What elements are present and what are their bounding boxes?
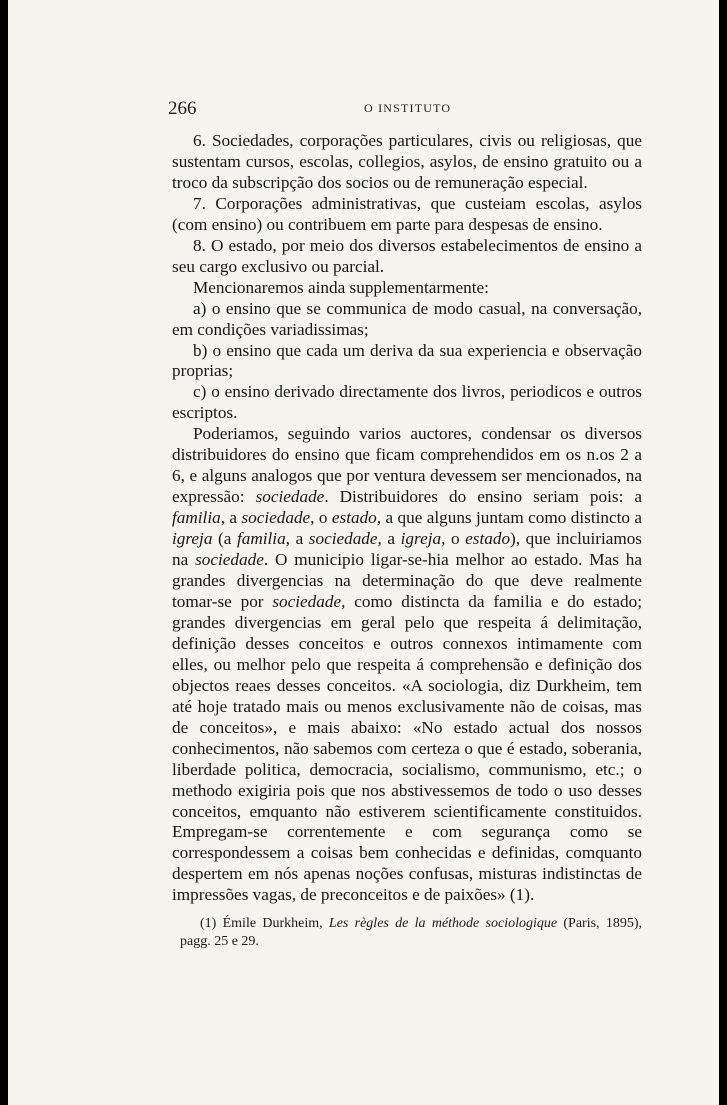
paragraph-supplement-intro: Mencionaremos ainda supplementarmente: bbox=[193, 277, 489, 297]
italic-term: sociedade, bbox=[241, 508, 315, 528]
italic-term: sociedade, bbox=[272, 591, 346, 611]
page-number: 266 bbox=[168, 98, 197, 119]
paragraph-item-7: 7. Corporações administrativas, que custeiam escolas, asylos (com ensino) ou contribuem em parte para despesas de ensino. bbox=[172, 193, 642, 234]
italic-term: igreja, bbox=[400, 529, 446, 549]
running-head: O INSTITUTO bbox=[364, 101, 452, 115]
text-segment: o bbox=[314, 508, 332, 528]
text-segment: ), que incluiriamos na bbox=[172, 529, 642, 570]
italic-term: igreja bbox=[172, 529, 213, 549]
paragraph-item-c: c) o ensino derivado directamente dos livros, periodicos e outros escriptos. bbox=[172, 382, 642, 423]
footnote-book-title: Les règles de la méthode sociologique bbox=[328, 916, 558, 931]
paragraph-item-6: 6. Sociedades, corporações particulares, civis ou religiosas, que sustentam cursos, escolas, collegios, asylos, de ensino gratuito ou a troco da subscripção dos socios ou de remuneração especial. bbox=[172, 131, 642, 192]
paragraph-item-a: a) o ensino que se communica de modo casual, na conversação, em condições variadissimas; bbox=[172, 298, 642, 339]
page-header bbox=[166, 98, 642, 118]
text-segment: a bbox=[225, 508, 242, 528]
paragraph-main bbox=[172, 424, 642, 906]
text-segment: (a bbox=[212, 529, 237, 549]
text-segment: o bbox=[445, 529, 466, 549]
text-segment: a que alguns juntam como distincto a bbox=[381, 508, 642, 528]
italic-term: familia, bbox=[236, 529, 290, 549]
text-segment: como distincta da familia e do estado; grandes divergencias em geral pelo que respeita á delimitação, definição desses conceitos e outros connexos intimamente com elles, ou melhor pelo que respeita á comprehensão e definição dos objectos reaes desses conceitos. «A sociologia, diz Durkheim, tem até hoje tratado mais ou menos exclusivamente não de coisas, mas de conceitos», e mais abaixo: «No estado actual dos nossos conhecimentos, não sabemos com certeza o que é estado, soberania, liberdade politica, democracia, socialismo, communismo, etc.; o methodo exigiria pois que nos abstivessemos de todo o uso desses conceitos, emquanto não estiverem scientificamente constituidos. Empregam-se correntemente e com segurança como se correspondessem a coisas bem conhecidas e definidas, comquanto despertem em nós apenas noções confusas, misturas indistinctas de impressões vagas, de preconceitos e de paixões» (1). bbox=[172, 591, 642, 905]
italic-term: sociedade bbox=[195, 550, 264, 570]
text-segment: . Distribuidores do ensino seriam pois: a bbox=[324, 487, 643, 507]
footnote-text bbox=[180, 915, 642, 951]
footnote-segment: (1) Émile Durkheim, bbox=[200, 916, 329, 931]
book-page bbox=[8, 0, 719, 1105]
body-text bbox=[172, 131, 642, 906]
text-segment: Poderiamos, seguindo varios auctores, condensar os diversos distribuidores do ensino que ficam comprehendidos em os n.os 2 a 6, e alguns analogos que por ventura devessem ser mencionados, na expressão: bbox=[172, 424, 642, 507]
footnote-segment: (Paris, 1895), pagg. 25 e 29. bbox=[180, 916, 642, 949]
text-segment: a bbox=[381, 529, 401, 549]
italic-term: sociedade, bbox=[308, 529, 382, 549]
paragraph-item-b: b) o ensino que cada um deriva da sua experiencia e observação proprias; bbox=[172, 340, 642, 381]
italic-term: estado, bbox=[331, 508, 382, 528]
italic-term: sociedade bbox=[255, 487, 325, 507]
text-segment: . O municipio ligar-se-hia melhor ao estado. Mas ha grandes divergencias na determinação do que deve realmente tomar-se por bbox=[172, 550, 642, 611]
paragraph-item-8: 8. O estado, por meio dos diversos estabelecimentos de ensino a seu cargo exclusivo ou parcial. bbox=[172, 235, 642, 276]
italic-term: familia, bbox=[172, 508, 225, 528]
footnote bbox=[180, 915, 642, 951]
text-segment: a bbox=[289, 529, 309, 549]
italic-term: estado bbox=[465, 529, 511, 549]
